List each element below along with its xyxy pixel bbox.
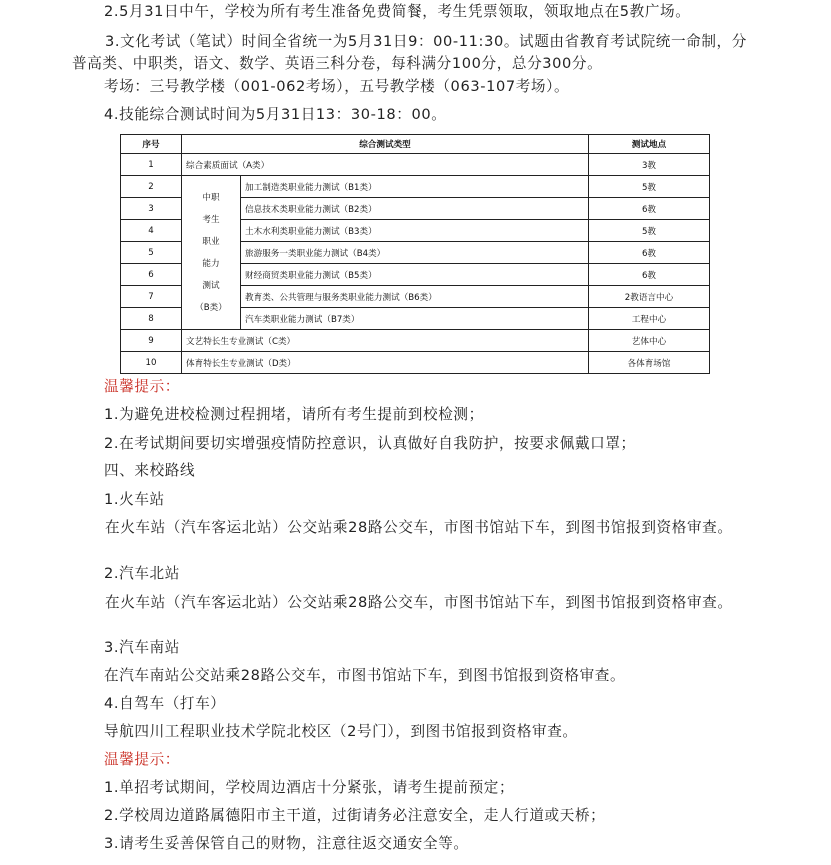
group-label-line: （B类） xyxy=(195,302,227,313)
row-type: 教育类、公共管理与服务类职业能力测试（B6类） xyxy=(241,286,589,308)
row-place: 2教语言中心 xyxy=(589,286,710,308)
row-type: 旅游服务一类职业能力测试（B4类） xyxy=(241,242,589,264)
table-header-row xyxy=(121,135,710,154)
table-row xyxy=(121,330,710,352)
paragraph-skill-test: 4.技能综合测试时间为5月31日13：30-18：00。 xyxy=(104,106,447,123)
tip-item: 2.学校周边道路属德阳市主干道，过街请务必注意安全，走人行道或天桥； xyxy=(104,807,606,824)
header-type: 综合测试类型 xyxy=(182,135,589,154)
row-place: 5教 xyxy=(589,176,710,198)
route-title-north-bus: 2.汽车北站 xyxy=(104,565,180,582)
paragraph-written-exam: 3.文化考试（笔试）时间全省统一为5月31日9：00-11:30。试题由省教育考试院统一命制，分普高类、中职类，语文、数学、英语三科分卷，每科满分100分，总分300分。 xyxy=(72,33,747,72)
row-no: 7 xyxy=(121,286,182,308)
route-text-south-bus: 在汽车南站公交站乘28路公交车，市图书馆站下车，到图书馆报到资格审查。 xyxy=(104,667,626,684)
header-no: 序号 xyxy=(121,135,182,154)
tip-item: 1.单招考试期间，学校周边酒店十分紧张，请考生提前预定； xyxy=(104,779,515,796)
group-label-line: 职业 xyxy=(202,236,220,247)
header-place: 测试地点 xyxy=(589,135,710,154)
row-no: 4 xyxy=(121,220,182,242)
row-type: 综合素质面试（A类） xyxy=(182,154,589,176)
row-place: 工程中心 xyxy=(589,308,710,330)
route-title-self-drive: 4.自驾车（打车） xyxy=(104,695,226,712)
row-no: 2 xyxy=(121,176,182,198)
paragraph-exam-venue: 考场：三号教学楼（001-062考场），五号教学楼（063-107考场）。 xyxy=(104,78,570,95)
group-label-b xyxy=(182,176,241,330)
table-row xyxy=(121,154,710,176)
route-text-self-drive: 导航四川工程职业技术学院北校区（2号门），到图书馆报到资格审查。 xyxy=(104,723,578,740)
row-no: 6 xyxy=(121,264,182,286)
row-no: 1 xyxy=(121,154,182,176)
row-no: 9 xyxy=(121,330,182,352)
group-label-line: 中职 xyxy=(202,192,220,203)
route-title-south-bus: 3.汽车南站 xyxy=(104,639,180,656)
row-no: 10 xyxy=(121,352,182,374)
row-type: 信息技术类职业能力测试（B2类） xyxy=(241,198,589,220)
tips-title-2: 温馨提示： xyxy=(104,751,180,768)
row-type: 财经商贸类职业能力测试（B5类） xyxy=(241,264,589,286)
row-type: 文艺特长生专业测试（C类） xyxy=(182,330,589,352)
skill-test-table xyxy=(120,134,710,374)
group-label-line: 能力 xyxy=(202,258,220,269)
row-place: 各体育场馆 xyxy=(589,352,710,374)
table-row xyxy=(121,176,710,198)
tip-item: 2.在考试期间要切实增强疫情防控意识，认真做好自我防护，按要求佩戴口罩； xyxy=(104,435,636,452)
group-label-line: 测试 xyxy=(202,280,220,291)
section-heading-route: 四、来校路线 xyxy=(104,462,196,479)
paragraph-lunch: 2.5月31日中午，学校为所有考生准备免费简餐，考生凭票领取，领取地点在5教广场。 xyxy=(104,3,691,20)
row-place: 6教 xyxy=(589,198,710,220)
route-text-north-bus: 在火车站（汽车客运北站）公交站乘28路公交车，市图书馆站下车，到图书馆报到资格审查。 xyxy=(105,594,733,611)
tip-item: 1.为避免进校检测过程拥堵，请所有考生提前到校检测； xyxy=(104,406,484,423)
row-place: 6教 xyxy=(589,242,710,264)
route-title-train: 1.火车站 xyxy=(104,491,165,508)
row-type: 汽车类职业能力测试（B7类） xyxy=(241,308,589,330)
row-place: 6教 xyxy=(589,264,710,286)
route-text-train: 在火车站（汽车客运北站）公交站乘28路公交车，市图书馆站下车，到图书馆报到资格审查。 xyxy=(105,519,733,536)
row-no: 8 xyxy=(121,308,182,330)
row-type: 加工制造类职业能力测试（B1类） xyxy=(241,176,589,198)
group-label-line: 考生 xyxy=(202,214,220,225)
table-row xyxy=(121,352,710,374)
row-place: 艺体中心 xyxy=(589,330,710,352)
row-no: 3 xyxy=(121,198,182,220)
tip-item: 3.请考生妥善保管自己的财物，注意往返交通安全等。 xyxy=(104,835,469,852)
row-no: 5 xyxy=(121,242,182,264)
row-place: 5教 xyxy=(589,220,710,242)
tips-title-1: 温馨提示： xyxy=(104,378,180,395)
row-type: 土木水利类职业能力测试（B3类） xyxy=(241,220,589,242)
row-place: 3教 xyxy=(589,154,710,176)
row-type: 体育特长生专业测试（D类） xyxy=(182,352,589,374)
